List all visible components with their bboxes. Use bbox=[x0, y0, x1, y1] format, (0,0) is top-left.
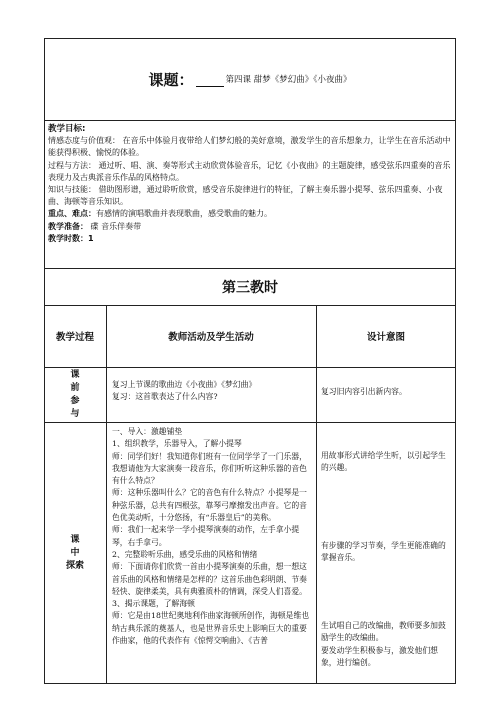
intent-line: 有步骤的学习节奏，学生更能准确的掌握音乐。 bbox=[321, 541, 446, 563]
activity-cell-explore bbox=[112, 426, 314, 647]
objectives-section bbox=[48, 123, 452, 245]
header-activity: 教师活动及学生活动 bbox=[168, 332, 254, 343]
activity-line: 师：我们一起来学一学小提琴演奏的动作，左手拿小提琴，右手拿弓。 bbox=[112, 525, 300, 547]
lesson-plan-page bbox=[44, 38, 456, 684]
activity-line: 师：这种乐器叫什么？它的音色有什么特点？小提琴是一种弦乐器，总共有四根弦，靠琴弓摩擦发出声音。它的音色优美动听，十分悠扬，有“乐器皇后”的美称。 bbox=[112, 488, 307, 523]
activity-line: 3、揭示课题，了解海顿 bbox=[112, 599, 195, 609]
intent-line: 生试唱自己的改编曲，教师要多加鼓励学生的改编曲。 bbox=[321, 621, 446, 643]
stage-char: 与 bbox=[70, 408, 80, 419]
activity-line: 师：同学们好！我知道你们班有一位同学学了一门乐器，我想请他为大家演奏一段音乐，你们听听这种乐器的音色有什么特点？ bbox=[112, 451, 307, 486]
activity-line: 复习上节课的歌曲边《小夜曲》《梦幻曲》 bbox=[112, 380, 257, 389]
intent-line: 要发动学生积极参与，激发他们想象，进行编创。 bbox=[321, 645, 438, 667]
header-process: 教学过程 bbox=[55, 332, 94, 343]
activity-line: 复习：这首歌表达了什么内容? bbox=[112, 392, 218, 402]
activity-line: 师：下面请你们欣赏一首由小提琴演奏的乐曲，想一想这首乐曲的风格和情绪是怎样的？这首乐曲色彩明朗、节奏轻快、旋律柔美，具有典雅质朴的情调，深受人们喜爱。 bbox=[112, 562, 307, 596]
intent-line: 用故事形式讲给学生听，以引起学生的兴趣。 bbox=[321, 451, 446, 473]
intent-cell-adapt bbox=[321, 620, 451, 669]
intent-cell-story bbox=[321, 450, 451, 475]
activity-line: 1、组织教学，乐器导入，了解小提琴 bbox=[112, 439, 242, 449]
activity-line: 师：它是由18世纪奥地利作曲家海顿所创作，海顿是维也纳古典乐派的奠基人，也是世界音乐史上影响巨大的重要作曲家，他的代表作有《惊愕交响曲》、《吉普 bbox=[112, 611, 310, 646]
stage-pre-class bbox=[44, 367, 106, 422]
focus-line bbox=[48, 208, 452, 220]
prep-label: 教学准备： bbox=[48, 221, 88, 231]
session-title: 第三教时 bbox=[222, 279, 278, 296]
stage-in-class bbox=[44, 422, 106, 684]
focus-text: 有感情的演唱歌曲并表现歌曲，感受歌曲的魅力。 bbox=[96, 209, 272, 219]
objective-process: 过程与方法： 通过听、唱、演、奏等形式主动欣赏体验音乐，记忆《小夜曲》的主题旋律，感受弦乐四重奏的音乐表现力及古典派音乐作品的风格特点。 bbox=[48, 160, 451, 182]
stage-char: 课 bbox=[70, 534, 80, 545]
activity-cell-review bbox=[112, 379, 312, 404]
prep-text: 碟 音乐伴奏带 bbox=[90, 221, 142, 231]
prep-line bbox=[48, 221, 452, 233]
activity-line: 2、完整聆听乐曲，感受乐曲的风格和情绪 bbox=[112, 549, 258, 559]
stage-char: 前 bbox=[70, 382, 80, 393]
objective-knowledge: 知识与技能： 借助图形谱，通过聆听欣赏，感受音乐旋律进行的特征，了解主奏乐器小提琴、弦乐四重奏、小夜曲、海顿等音乐知识。 bbox=[48, 185, 443, 207]
focus-label: 重点、难点： bbox=[48, 209, 96, 219]
objectives-header: 教学目标: bbox=[48, 124, 86, 134]
header-intent: 设计意图 bbox=[366, 332, 405, 343]
lesson-title bbox=[44, 38, 456, 120]
activity-line: 一、导入：激趣铺垫 bbox=[112, 427, 183, 436]
title-text: 第四课 甜梦《梦幻曲》《小夜曲》 bbox=[225, 75, 352, 85]
stage-char: 参 bbox=[70, 395, 80, 406]
stage-char: 课 bbox=[70, 369, 80, 380]
divider bbox=[44, 120, 456, 121]
stage-char: 中 bbox=[70, 547, 80, 558]
stage-char: 探索 bbox=[65, 560, 84, 571]
intent-cell-rhythm bbox=[321, 540, 451, 565]
title-label: 课题： bbox=[148, 70, 194, 89]
intent-cell-review bbox=[321, 386, 451, 398]
title-blank-line bbox=[196, 72, 224, 87]
intent-line: 复习旧内容引出新内容。 bbox=[321, 387, 407, 396]
hours-line: 教学时数：1 bbox=[48, 233, 94, 243]
objective-attitude: 情感态度与价值观： 在音乐中体验月夜带给人们梦幻般的美好意境，激发学生的音乐想象力，让学生在音乐活动中能获得积极、愉悦的体验。 bbox=[48, 136, 451, 158]
